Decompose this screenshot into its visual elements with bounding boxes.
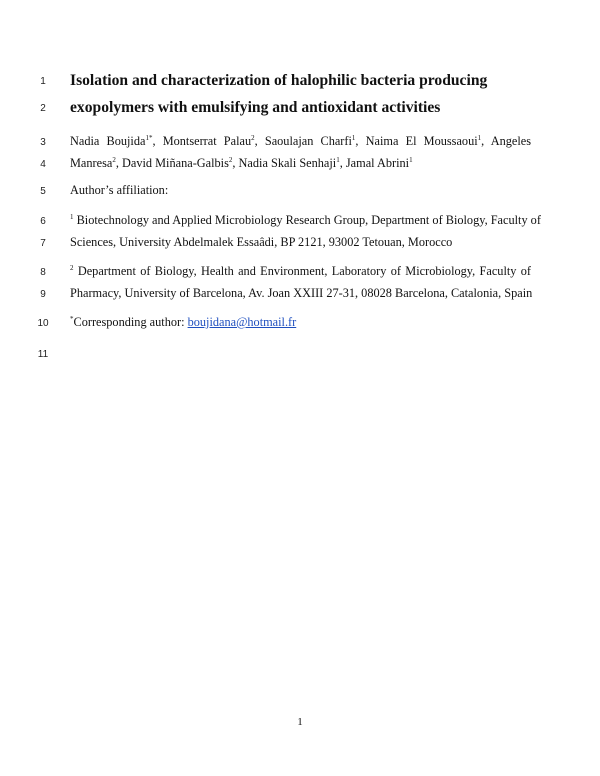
corresponding-label: Corresponding author: xyxy=(73,315,188,329)
author-affiliation-mark: 1 xyxy=(336,156,340,164)
line-number: 1 xyxy=(40,76,46,87)
author-name-part: Angeles xyxy=(490,134,531,148)
author-name: Jamal Abrini xyxy=(345,156,410,170)
author-affiliation-mark: 2 xyxy=(251,134,255,142)
affiliation-1-line-1 xyxy=(70,213,541,228)
affiliation-mark: 1 xyxy=(70,213,74,221)
author-name: Saoulajan Charfi xyxy=(264,134,352,148)
affiliation-text: Biotechnology and Applied Microbiology Research Group, Department of Biology, Faculty of xyxy=(76,213,541,227)
author-name: Montserrat Palau xyxy=(162,134,252,148)
paper-title-line-1: Isolation and characterization of halophilic bacteria producing xyxy=(70,72,488,89)
affiliation-mark: 2 xyxy=(70,264,74,272)
line-number: 11 xyxy=(37,349,49,360)
line-number: 9 xyxy=(40,289,46,300)
affiliation-1-line-2: Sciences, University Abdelmalek Essaâdi, BP 2121, 93002 Tetouan, Morocco xyxy=(70,235,453,249)
line-number: 6 xyxy=(40,216,46,227)
affiliation-heading: Author’s affiliation: xyxy=(70,183,169,197)
affiliation-2-line-2: Pharmacy, University of Barcelona, Av. Joan XXIII 27-31, 08028 Barcelona, Catalonia, Spain xyxy=(70,286,533,300)
author-affiliation-mark: 2 xyxy=(228,156,233,164)
authors-line-1: Nadia Boujida$^{1*}$, Montserrat Palau$^2$, Saoulajan Charfi$^1$, Naima El Moussaoui$^1$, Angeles xyxy=(70,134,531,148)
author-affiliation-mark: 2 xyxy=(112,156,116,164)
page-number: 1 xyxy=(297,716,303,728)
line-number: 10 xyxy=(37,318,49,329)
line-number: 7 xyxy=(40,238,46,249)
line-number: 4 xyxy=(40,159,46,170)
affiliation-text: Department of Biology, Health and Environment, Laboratory of Microbiology, Faculty of xyxy=(77,264,531,278)
corresponding-author xyxy=(70,315,531,330)
author-affiliation-mark: 1 xyxy=(351,134,356,142)
email-link[interactable]: boujidana@hotmail.fr xyxy=(187,315,297,329)
author-name-part: Manresa xyxy=(70,156,113,170)
line-number: 8 xyxy=(40,267,46,278)
affiliation-2-line-1 xyxy=(70,264,531,279)
line-number: 5 xyxy=(40,186,46,197)
authors-line-2: Manresa$^2$, David Miñana-Galbis$^2$, Nadia Skali Senhaji$^1$, Jamal Abrini$^1$ xyxy=(70,156,413,170)
author-name: Nadia Boujida xyxy=(70,134,146,148)
author-affiliation-mark: 1 xyxy=(477,134,482,142)
line-number: 3 xyxy=(40,137,46,148)
author-name: Naima El Moussaoui xyxy=(365,134,478,148)
author-affiliation-mark: 1 xyxy=(409,156,413,164)
paper-title-line-2: exopolymers with emulsifying and antioxidant activities xyxy=(70,99,441,116)
line-number: 2 xyxy=(40,103,46,114)
corresponding-mark: * xyxy=(70,315,74,323)
author-name: Nadia Skali Senhaji xyxy=(238,156,337,170)
author-affiliation-mark: 1* xyxy=(145,134,153,142)
author-name: David Miñana-Galbis xyxy=(122,156,229,170)
